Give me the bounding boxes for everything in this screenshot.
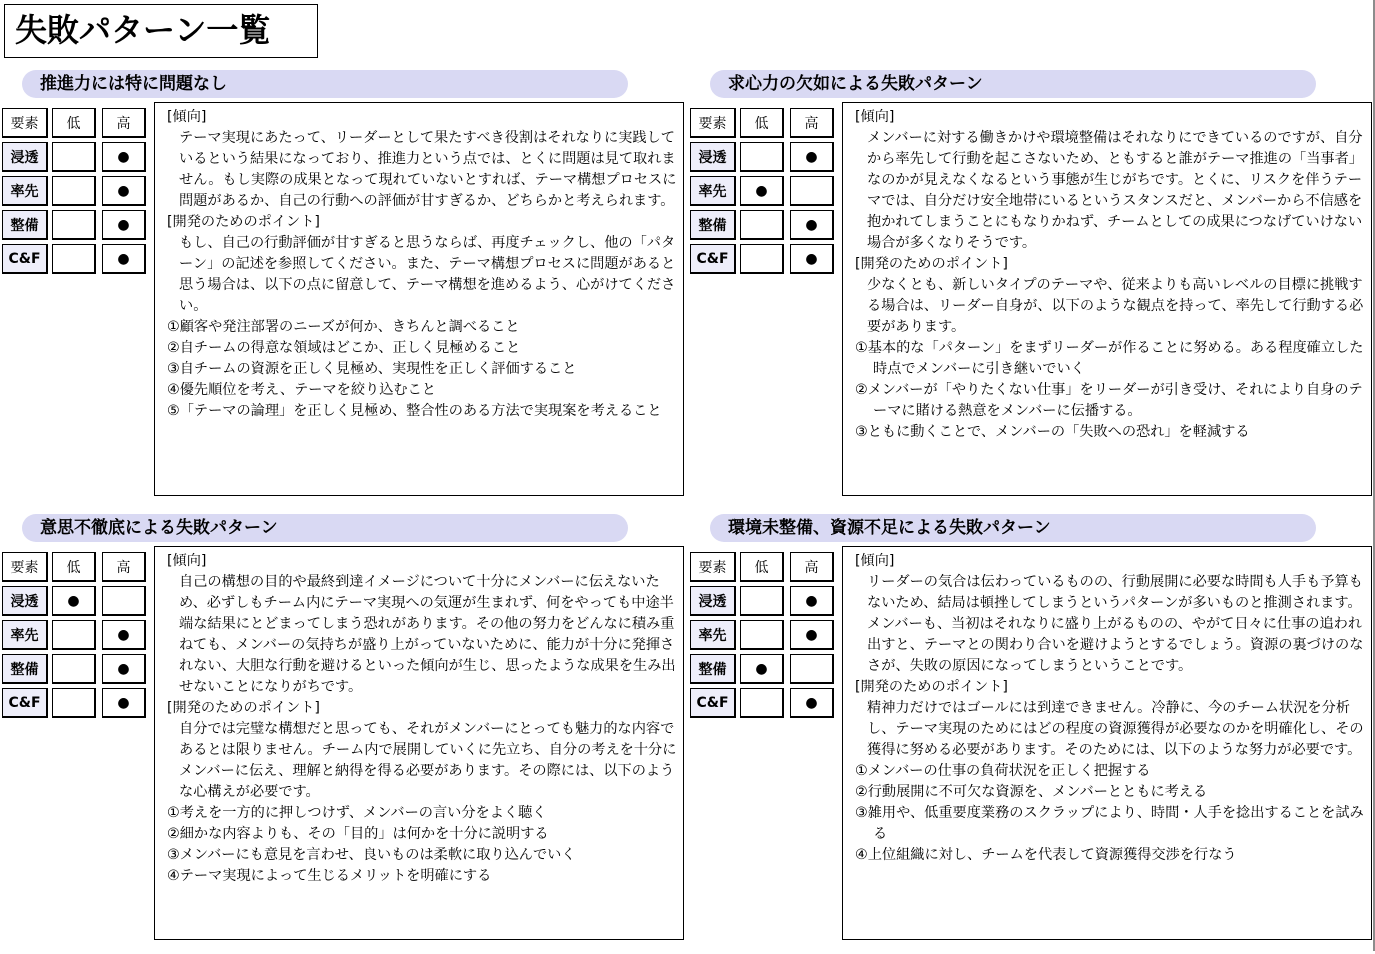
- development-text: 少なくとも、新しいタイプのテーマや、従来よりも高いレベルの目標に挑戦する場合は、リーダー自身が、以下のような観点を持って、率先して行動する必要があります。: [867, 277, 1364, 335]
- quadrant-intent: [0, 514, 690, 954]
- description-box: [842, 546, 1372, 940]
- row-label: C&F: [2, 244, 48, 274]
- list-item: ④上位組織に対し、チームを代表して資源獲得交渉を行なう: [855, 847, 1237, 863]
- header-low: 低: [740, 552, 784, 582]
- table-row: [690, 688, 836, 720]
- row-label: 浸透: [690, 586, 736, 616]
- table-row: [2, 142, 148, 174]
- description-box: [154, 546, 684, 940]
- quadrant-environment: [688, 514, 1375, 954]
- row-label: 浸透: [2, 586, 48, 616]
- header-element: 要素: [690, 552, 736, 582]
- row-label: C&F: [2, 688, 48, 718]
- level-dot: ●: [117, 216, 130, 233]
- table-header-row: [690, 108, 836, 140]
- tendency-heading: [傾向]: [167, 109, 207, 125]
- header-high: 高: [790, 552, 834, 582]
- row-label: 浸透: [690, 142, 736, 172]
- tendency-text: テーマ実現にあたって、リーダーとして果たすべき役割はそれなりに実践しているという結果になっており、推進力という点では、とくに問題は見て取れません。もし実際の成果となって現れていないとすれば、テーマ構想プロセスに問題があるか、自己の行動への評価が甘すぎるか、どちらかと考えられます。: [179, 130, 677, 209]
- quadrant-promotion: [0, 70, 690, 510]
- low-cell: [740, 620, 784, 650]
- header-high: 高: [790, 108, 834, 138]
- list-item: ②行動展開に不可欠な資源を、メンバーとともに考える: [855, 784, 1208, 800]
- list-item: ③雑用や、低重要度業務のスクラップにより、時間・人手を捻出することを試みる: [855, 805, 1364, 842]
- header-element: 要素: [690, 108, 736, 138]
- development-heading: [開発のためのポイント]: [167, 700, 320, 716]
- high-cell: [102, 210, 146, 240]
- list-item: ⑤「テーマの論理」を正しく見極め、整合性のある方法で実現案を考えること: [167, 403, 662, 419]
- tendency-text: リーダーの気合は伝わっているものの、行動展開に必要な時間も人手も予算もないため、結局は頓挫してしまうというパターンが多いものと推測されます。メンバーも、当初はそれなりに盛り上がるものの、やがて日々に仕事の追われ出すと、テーマとの関わり合いを避けようとするでしょう。資源の裏づけのなさが、失敗の原因になってしまうということです。: [867, 574, 1364, 674]
- list-item: ③ともに動くことで、メンバーの「失敗への恐れ」を軽減する: [855, 424, 1250, 440]
- development-heading: [開発のためのポイント]: [855, 256, 1008, 272]
- header-high: 高: [102, 552, 146, 582]
- row-label: 率先: [2, 620, 48, 650]
- development-text: 自分では完璧な構想だと思っても、それがメンバーにとっても魅力的な内容であるとは限りません。チーム内で展開していくに先立ち、自分の考えを十分にメンバーに伝え、理解と納得を得る必要があります。その際には、以下のような心構えが必要です。: [179, 721, 677, 800]
- high-cell: [102, 244, 146, 274]
- low-cell: [52, 210, 96, 240]
- development-heading: [開発のためのポイント]: [167, 214, 320, 230]
- level-dot: ●: [117, 626, 130, 643]
- list-item: ③自チームの資源を正しく見極め、実現性を正しく評価すること: [167, 361, 577, 377]
- table-row: [2, 586, 148, 618]
- table-row: [690, 142, 836, 174]
- level-dot: ●: [805, 148, 818, 165]
- list-item: ③メンバーにも意見を言わせ、良いものは柔軟に取り込んでいく: [167, 847, 576, 863]
- development-heading: [開発のためのポイント]: [855, 679, 1008, 695]
- low-cell: [740, 142, 784, 172]
- low-cell: [52, 620, 96, 650]
- list-item: ①基本的な「パターン」をまずリーダーが作ることに努める。ある程度確立した時点でメンバーに引き継いでいく: [855, 340, 1364, 377]
- high-cell: [102, 586, 146, 616]
- table-header-row: [2, 108, 148, 140]
- header-element: 要素: [2, 552, 48, 582]
- table-header-row: [690, 552, 836, 584]
- tendency-heading: [傾向]: [855, 109, 895, 125]
- low-cell: [740, 210, 784, 240]
- development-text: 精神力だけではゴールには到達できません。冷静に、今のチーム状況を分析し、テーマ実現のためにはどの程度の資源獲得が必要なのかを明確化し、その獲得に努める必要があります。そのためには、以下のような努力が必要です。: [867, 700, 1364, 758]
- level-dot: ●: [117, 250, 130, 267]
- row-label: 整備: [690, 210, 736, 240]
- high-cell: [102, 176, 146, 206]
- table-header-row: [2, 552, 148, 584]
- list-item: ①顧客や発注部署のニーズが何か、きちんと調べること: [167, 319, 520, 335]
- list-item: ④テーマ実現によって生じるメリットを明確にする: [167, 868, 492, 884]
- low-cell: [52, 688, 96, 718]
- level-dot: ●: [805, 592, 818, 609]
- row-label: 浸透: [2, 142, 48, 172]
- high-cell: [102, 654, 146, 684]
- table-row: [690, 654, 836, 686]
- header-low: 低: [52, 552, 96, 582]
- description-box: [842, 102, 1372, 496]
- table-row: [2, 176, 148, 208]
- tendency-text: メンバーに対する働きかけや環境整備はそれなりにできているのですが、自分から率先して行動を起こさないため、ともすると誰がテーマ推進の「当事者」なのかが見えなくなるという事態が生じがちです。とくに、リスクを伴うテーマでは、自分だけ安全地帯にいるというスタンスだと、メンバーから不信感を抱かれてしまうことにもなりかねず、チームとしての成果につなげていけない場合が多くなりそうです。: [867, 130, 1363, 251]
- level-dot: ●: [755, 660, 768, 677]
- low-cell: [52, 142, 96, 172]
- low-cell: [740, 586, 784, 616]
- row-label: 整備: [690, 654, 736, 684]
- table-row: [2, 620, 148, 652]
- table-row: [2, 654, 148, 686]
- tendency-heading: [傾向]: [855, 553, 895, 569]
- level-dot: ●: [117, 694, 130, 711]
- section-heading: 求心力の欠如による失敗パターン: [728, 74, 983, 94]
- tendency-text: 自己の構想の目的や最終到達イメージについて十分にメンバーに伝えないため、必ずしもチーム内にテーマ実現への気運が生まれず、何をやっても中途半端な結果にとどまってしまう恐れがあります。その他の努力をどんなに積み重ねても、メンバーの気持ちが盛り上がっていないために、能力が十分に発揮されない、大胆な行動を避けるといった傾向が生じ、思ったような成果を生み出せないことになりがちです。: [179, 574, 676, 695]
- high-cell: [102, 620, 146, 650]
- table-row: [2, 244, 148, 276]
- description-box: [154, 102, 684, 496]
- row-label: C&F: [690, 688, 736, 718]
- table-row: [2, 210, 148, 242]
- table-row: [690, 586, 836, 618]
- header-low: 低: [52, 108, 96, 138]
- level-dot: ●: [67, 592, 80, 609]
- high-cell: [790, 142, 834, 172]
- level-dot: ●: [805, 216, 818, 233]
- level-dot: ●: [805, 626, 818, 643]
- high-cell: [790, 176, 834, 206]
- high-cell: [102, 688, 146, 718]
- tendency-heading: [傾向]: [167, 553, 207, 569]
- high-cell: [790, 620, 834, 650]
- level-dot: ●: [117, 660, 130, 677]
- table-row: [690, 244, 836, 276]
- low-cell: [52, 176, 96, 206]
- header-low: 低: [740, 108, 784, 138]
- row-label: 整備: [2, 654, 48, 684]
- development-text: もし、自己の行動評価が甘すぎると思うならば、再度チェックし、他の「パターン」の記述を参照してください。また、テーマ構想プロセスに問題があると思う場合は、以下の点に留意して、テーマ構想を進めるよう、心がけてください。: [179, 235, 676, 314]
- low-cell: [52, 586, 96, 616]
- low-cell: [52, 654, 96, 684]
- header-element: 要素: [2, 108, 48, 138]
- section-heading: 意思不徹底による失敗パターン: [40, 518, 278, 538]
- level-dot: ●: [805, 694, 818, 711]
- list-item: ②メンバーが「やりたくない仕事」をリーダーが引き受け、それにより自身のテーマに賭ける熱意をメンバーに伝播する。: [855, 382, 1363, 419]
- list-item: ①考えを一方的に押しつけず、メンバーの言い分をよく聴く: [167, 805, 547, 821]
- header-high: 高: [102, 108, 146, 138]
- low-cell: [740, 654, 784, 684]
- low-cell: [740, 688, 784, 718]
- page-title: 失敗パターン一覧: [4, 4, 318, 58]
- level-dot: ●: [805, 250, 818, 267]
- row-label: 整備: [2, 210, 48, 240]
- section-heading: 推進力には特に問題なし: [40, 74, 227, 94]
- row-label: 率先: [690, 620, 736, 650]
- high-cell: [790, 244, 834, 274]
- high-cell: [790, 654, 834, 684]
- high-cell: [790, 688, 834, 718]
- list-item: ①メンバーの仕事の負荷状況を正しく把握する: [855, 763, 1151, 779]
- quadrant-centripetal: [688, 70, 1375, 510]
- table-row: [690, 620, 836, 652]
- level-dot: ●: [755, 182, 768, 199]
- high-cell: [102, 142, 146, 172]
- low-cell: [740, 176, 784, 206]
- list-item: ②自チームの得意な領域はどこか、正しく見極めること: [167, 340, 521, 356]
- level-dot: ●: [117, 182, 130, 199]
- row-label: 率先: [690, 176, 736, 206]
- list-item: ②細かな内容よりも、その「目的」は何かを十分に説明する: [167, 826, 549, 842]
- table-row: [690, 210, 836, 242]
- list-item: ④優先順位を考え、テーマを絞り込むこと: [167, 382, 436, 398]
- row-label: C&F: [690, 244, 736, 274]
- table-row: [690, 176, 836, 208]
- low-cell: [52, 244, 96, 274]
- level-dot: ●: [117, 148, 130, 165]
- section-heading: 環境未整備、資源不足による失敗パターン: [728, 518, 1051, 538]
- row-label: 率先: [2, 176, 48, 206]
- low-cell: [740, 244, 784, 274]
- high-cell: [790, 210, 834, 240]
- table-row: [2, 688, 148, 720]
- high-cell: [790, 586, 834, 616]
